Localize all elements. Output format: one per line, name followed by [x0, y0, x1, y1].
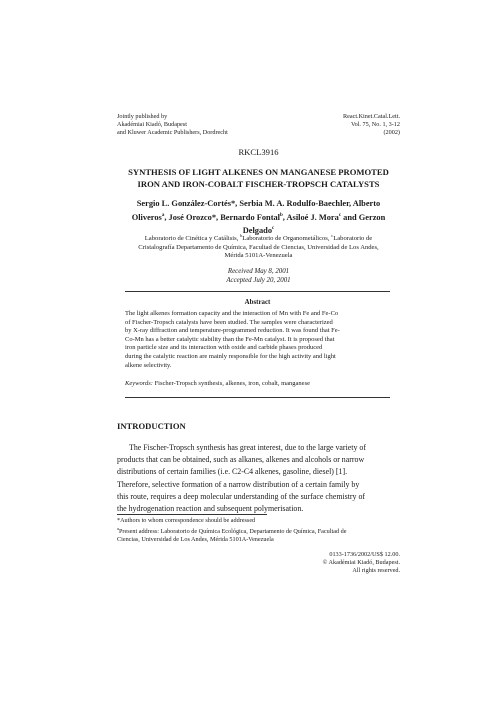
keywords-label: Keywords:	[125, 380, 153, 387]
journal-line: (2002)	[383, 129, 400, 137]
copyright	[296, 551, 400, 576]
abstract-body	[125, 310, 390, 370]
abstract-line: alkene selectivity.	[125, 361, 172, 369]
author-line	[110, 210, 407, 223]
author-text: , José Orozco*, Bernardo Fontal	[164, 212, 280, 222]
paper-title	[110, 167, 407, 190]
affiliation-line	[110, 232, 407, 244]
intro-line: distributions of certain families (i.e. C2-C4 alkenes, gasoline, diesel) [1].	[117, 467, 348, 477]
journal-info	[296, 113, 400, 138]
intro-line: Therefore, selective formation of a narrow distribution of a certain family by	[117, 479, 360, 489]
footnote-text: Present address: Laboratorio de Química Ecológica, Departamento de Química, Facultad de	[118, 528, 347, 536]
author-superscript: a	[161, 212, 165, 218]
divider-top	[125, 291, 390, 292]
abstract-line: by X-ray diffraction and temperature-programmed reduction. It was found that Fe-	[125, 327, 340, 335]
author-text: Delgado	[242, 225, 273, 235]
publisher-line: Jointly published by	[117, 113, 168, 120]
title-line: IRON AND IRON-COBALT FISCHER-TROPSCH CATALYSTS	[137, 178, 380, 189]
author-superscript: c	[272, 225, 275, 231]
affiliation-text: Laboratorio de Organometálicos,	[242, 235, 332, 243]
affiliation-text: Laboratorio de	[333, 235, 373, 243]
intro-line: The Fischer-Tropsch synthesis has great interest, due to the large variety of	[129, 443, 366, 452]
abstract-heading: Abstract	[244, 299, 271, 306]
affiliation-line: Mérida 5101A-Venezuela	[224, 252, 293, 260]
copyright-line: © Akadémiai Kiadó, Budapest.	[322, 559, 400, 567]
publisher-line: and Kluwer Academic Publishers, Dordrecht	[117, 129, 228, 137]
author-text: , Asiloé J. Mora	[282, 212, 339, 222]
affiliation-superscript: b	[240, 233, 243, 238]
author-superscript: c	[338, 212, 342, 218]
title-line: SYNTHESIS OF LIGHT ALKENES ON MANGANESE PROMOTED	[128, 167, 389, 177]
abstract-line: of Fischer-Tropsch catalysts have been studied. The samples were characterized	[125, 318, 333, 326]
received-date: Received May 8, 2001	[227, 268, 290, 275]
intro-heading: INTRODUCTION	[117, 421, 186, 431]
author-superscript: b	[280, 212, 283, 218]
intro-line: this route, requires a deep molecular understanding of the surface chemistry of	[117, 491, 366, 501]
copyright-line: All rights reserved.	[352, 567, 400, 575]
affiliation-line: Cristalografía Departamento de Química, Facultad de Ciencias, Universidad de Los Andes,	[138, 243, 379, 251]
abstract-line: iron particle size and its interaction with oxide and carbide phases produced	[125, 344, 323, 352]
abstract-line: Co-Mn has a better catalytic stability than the Fe-Mn catalyst. It is proposed that	[125, 335, 335, 343]
journal-line: React.Kinet.Catal.Lett.	[342, 113, 400, 120]
footnote-divider	[117, 514, 267, 515]
abstract-line: The light alkenes formation capacity and the interaction of Mn with Fe and Fe-Co	[125, 310, 339, 317]
author-list	[110, 198, 407, 236]
footnote-address	[117, 525, 400, 536]
article-code: RKCL3916	[238, 147, 279, 157]
author-text: Oliveros	[131, 212, 162, 222]
keywords	[125, 380, 390, 389]
intro-body	[117, 442, 400, 515]
author-text: and Gerzon	[341, 212, 386, 222]
footnote-address-cont: Ciencias, Universidad de Los Andes, Mérida 5101A-Venezuela	[117, 536, 274, 544]
keywords-text: Fischer-Tropsch synthesis, alkenes, iron, cobalt, manganese	[152, 380, 310, 387]
footnote-superscript: a	[117, 526, 119, 532]
submission-dates	[117, 267, 400, 286]
affiliation-superscript: c	[331, 233, 334, 238]
publisher-line: Akadémiai Kiadó, Budapest	[117, 121, 187, 129]
intro-line: products that can be obtained, such as alkanes, alkenes and alcohols or narrow	[117, 455, 365, 465]
accepted-date: Accepted July 20, 2001	[226, 277, 291, 285]
publisher-info	[117, 113, 277, 138]
intro-line: the hydrogenation reaction and subsequent polymerisation.	[117, 504, 304, 514]
author-line: Sergio L. González-Cortés*, Serbia M. A. Rodulfo-Baechler, Alberto	[136, 199, 381, 208]
divider-bottom	[125, 397, 390, 398]
journal-line: Vol. 75, No. 1, 3-12	[350, 121, 400, 129]
copyright-line: 0133-1736/2002/US$ 12.00.	[329, 551, 400, 558]
affiliation	[110, 232, 407, 261]
footnote-correspondence: *Authors to whom correspondence should be addressed	[117, 517, 256, 524]
footnotes	[117, 517, 400, 545]
abstract-line: during the catalytic reaction are mainly responsible for the high activity and light	[125, 352, 336, 360]
affiliation-text: Laboratorio de Cinética y Catálisis,	[144, 235, 240, 243]
